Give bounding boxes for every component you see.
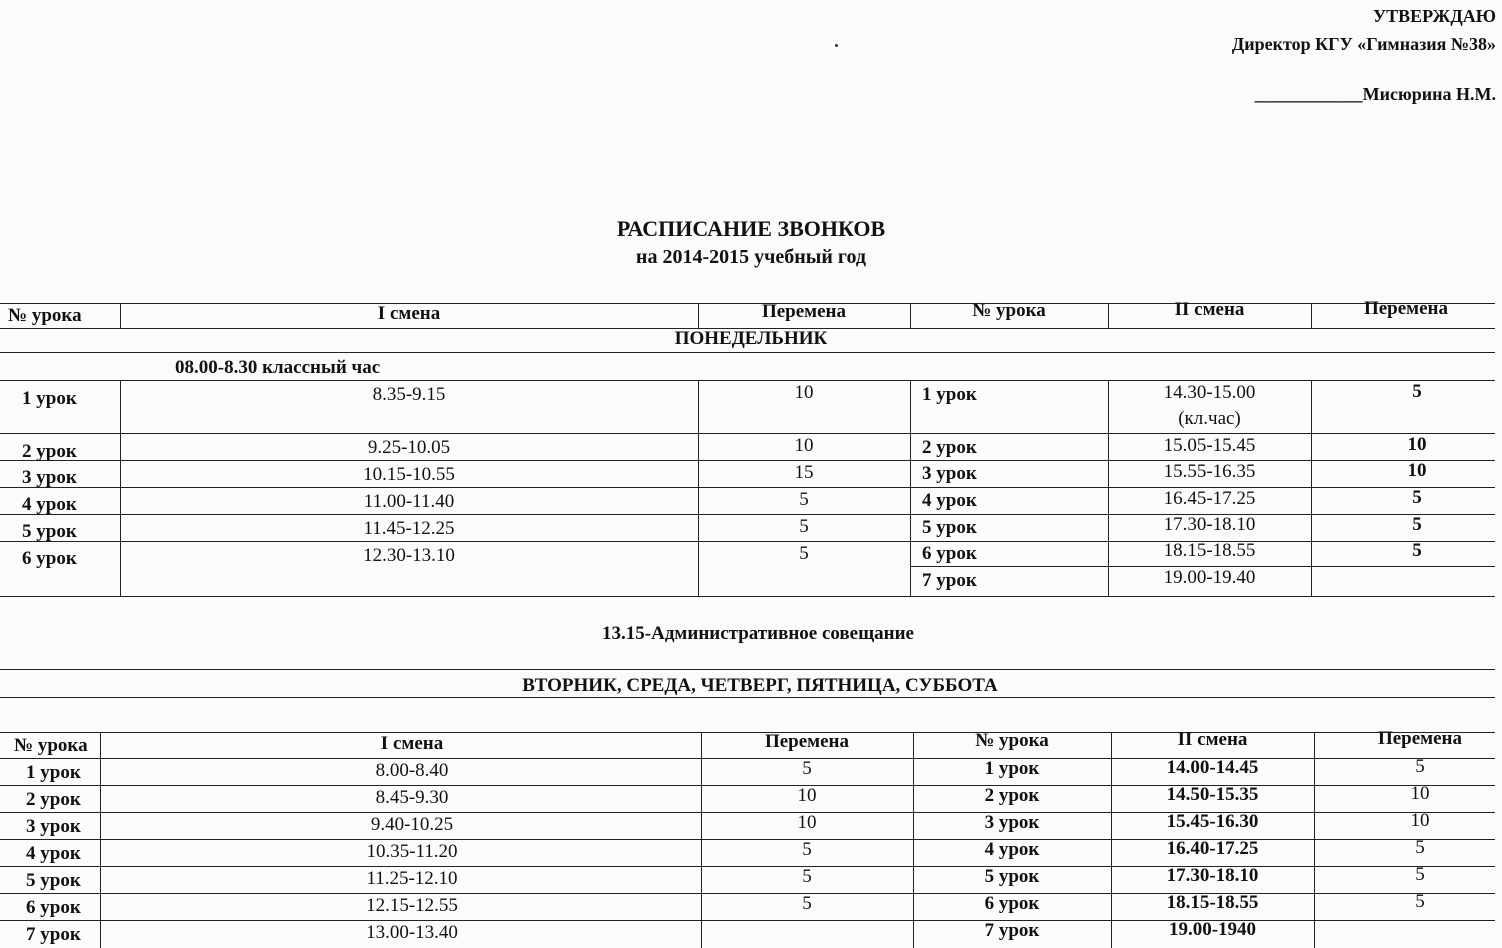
time-cell: 11.00-11.40 bbox=[363, 491, 455, 512]
break-cell: 10 bbox=[794, 382, 814, 403]
monday-header-break1: Перемена bbox=[761, 301, 847, 322]
table-row: 5 урок bbox=[984, 866, 1040, 887]
table-row: 1 урок bbox=[26, 762, 81, 783]
table-row: 6 урок bbox=[26, 897, 81, 918]
time-cell: 8.45-9.30 bbox=[375, 787, 449, 808]
page-subtitle: на 2014-2015 учебный год bbox=[635, 246, 867, 268]
table-row: 2 урок bbox=[22, 441, 77, 462]
break-cell: 5 bbox=[802, 893, 812, 914]
time-cell: 16.40-17.25 bbox=[1166, 838, 1259, 859]
break-cell: 5 bbox=[1412, 540, 1422, 561]
time-cell: 8.35-9.15 bbox=[372, 384, 446, 405]
break-cell: 5 bbox=[1412, 487, 1422, 508]
break-cell: 5 bbox=[799, 516, 809, 537]
table-row: 4 урок bbox=[922, 490, 977, 511]
weekdays-header-break2: Перемена bbox=[1377, 728, 1463, 749]
time-cell: 19.00-1940 bbox=[1168, 919, 1257, 940]
table-row: 1 урок bbox=[984, 758, 1040, 779]
table-row: 4 урок bbox=[26, 843, 81, 864]
break-cell: 10 bbox=[794, 435, 814, 456]
approval-title: УТВЕРЖДАЮ bbox=[1372, 6, 1496, 26]
time-cell: 15.45-16.30 bbox=[1166, 811, 1259, 832]
monday-header-lesson: № урока bbox=[8, 305, 82, 326]
break-cell: 5 bbox=[802, 758, 812, 779]
time-cell: 17.30-18.10 bbox=[1166, 865, 1259, 886]
table-row: 3 урок bbox=[984, 812, 1040, 833]
time-cell: 10.15-10.55 bbox=[363, 464, 455, 485]
table-row: 3 урок bbox=[22, 467, 77, 488]
break-cell: 5 bbox=[799, 543, 809, 564]
weekdays-header-shift1: I смена bbox=[380, 733, 444, 754]
break-cell: 5 bbox=[1412, 514, 1422, 535]
time-cell: 14.30-15.00 bbox=[1163, 382, 1256, 403]
time-cell: 14.00-14.45 bbox=[1166, 757, 1259, 778]
break-cell: 5 bbox=[1415, 864, 1425, 885]
break-cell: 5 bbox=[1415, 837, 1425, 858]
time-cell: 12.15-12.55 bbox=[366, 895, 458, 916]
weekdays-header-break1: Перемена bbox=[764, 731, 850, 752]
table-row: 1 урок bbox=[22, 388, 77, 409]
time-cell: 16.45-17.25 bbox=[1163, 488, 1256, 509]
break-cell: 10 bbox=[1410, 783, 1430, 804]
table-row: 6 урок bbox=[922, 543, 977, 564]
monday-header-break2: Перемена bbox=[1363, 298, 1449, 319]
break-cell: 5 bbox=[1415, 756, 1425, 777]
time-cell: 15.05-15.45 bbox=[1163, 435, 1256, 456]
table-row: 2 урок bbox=[922, 437, 977, 458]
table-row: 3 урок bbox=[26, 816, 81, 837]
monday-header-lesson2: № урока bbox=[972, 300, 1046, 321]
break-cell: 10 bbox=[1407, 434, 1427, 455]
time-cell: 11.45-12.25 bbox=[363, 518, 455, 539]
weekdays-header-lesson2: № урока bbox=[975, 730, 1049, 751]
time-cell: 13.00-13.40 bbox=[366, 922, 458, 943]
approval-director: Директор КГУ «Гимназия №38» bbox=[1231, 34, 1496, 54]
table-row: 2 урок bbox=[26, 789, 81, 810]
table-row: 6 урок bbox=[22, 548, 77, 569]
break-cell: 5 bbox=[1415, 891, 1425, 912]
break-cell: 5 bbox=[1412, 381, 1422, 402]
table-row: 1 урок bbox=[922, 384, 977, 405]
break-cell: 10 bbox=[797, 812, 817, 833]
weekdays-header-shift2: II смена bbox=[1177, 729, 1248, 750]
break-cell: 15 bbox=[794, 462, 814, 483]
page-title: РАСПИСАНИЕ ЗВОНКОВ bbox=[616, 216, 886, 241]
table-row: 6 урок bbox=[984, 893, 1040, 914]
speck bbox=[835, 44, 838, 47]
time-cell: 8.00-8.40 bbox=[375, 760, 449, 781]
time-cell: 15.55-16.35 bbox=[1163, 461, 1256, 482]
break-cell: 5 bbox=[802, 839, 812, 860]
break-cell: 5 bbox=[802, 866, 812, 887]
time-cell: 17.30-18.10 bbox=[1163, 514, 1256, 535]
table-row: 7 урок bbox=[922, 570, 977, 591]
time-cell: 11.25-12.10 bbox=[366, 868, 458, 889]
monday-day-label: ПОНЕДЕЛЬНИК bbox=[674, 328, 828, 349]
table-row: 7 урок bbox=[984, 920, 1040, 941]
table-row: 5 урок bbox=[26, 870, 81, 891]
time-cell: 9.40-10.25 bbox=[370, 814, 454, 835]
meeting-note: 13.15-Административное совещание bbox=[602, 623, 914, 644]
monday-header-shift1: I смена bbox=[377, 303, 441, 324]
break-cell: 10 bbox=[1407, 460, 1427, 481]
time-cell: 9.25-10.05 bbox=[367, 437, 451, 458]
weekdays-day-label: ВТОРНИК, СРЕДА, ЧЕТВЕРГ, ПЯТНИЦА, СУББОТА bbox=[522, 675, 998, 696]
monday-class-hour: 08.00-8.30 классный час bbox=[175, 357, 381, 378]
break-cell: 10 bbox=[797, 785, 817, 806]
time-cell: 18.15-18.55 bbox=[1166, 892, 1259, 913]
break-cell: 10 bbox=[1410, 810, 1430, 831]
table-row: 4 урок bbox=[984, 839, 1040, 860]
signature-line: ____________ bbox=[1254, 84, 1363, 104]
break-cell: 5 bbox=[799, 489, 809, 510]
approval-signature bbox=[1255, 84, 1496, 105]
time-cell: 12.30-13.10 bbox=[363, 545, 455, 566]
time-cell: 10.35-11.20 bbox=[366, 841, 458, 862]
table-row: 5 урок bbox=[922, 517, 977, 538]
time-note: (кл.час) bbox=[1178, 408, 1241, 429]
time-cell: 18.15-18.55 bbox=[1163, 540, 1256, 561]
monday-header-shift2: II смена bbox=[1174, 299, 1245, 320]
approval-name: Мисюрина Н.М. bbox=[1362, 84, 1496, 104]
table-row: 7 урок bbox=[26, 924, 81, 945]
table-row: 3 урок bbox=[922, 463, 977, 484]
table-row: 2 урок bbox=[984, 785, 1040, 806]
weekdays-header-lesson: № урока bbox=[14, 735, 88, 756]
time-cell: 14.50-15.35 bbox=[1166, 784, 1259, 805]
time-cell: 19.00-19.40 bbox=[1163, 567, 1256, 588]
table-row: 4 урок bbox=[22, 494, 77, 515]
table-row: 5 урок bbox=[22, 521, 77, 542]
